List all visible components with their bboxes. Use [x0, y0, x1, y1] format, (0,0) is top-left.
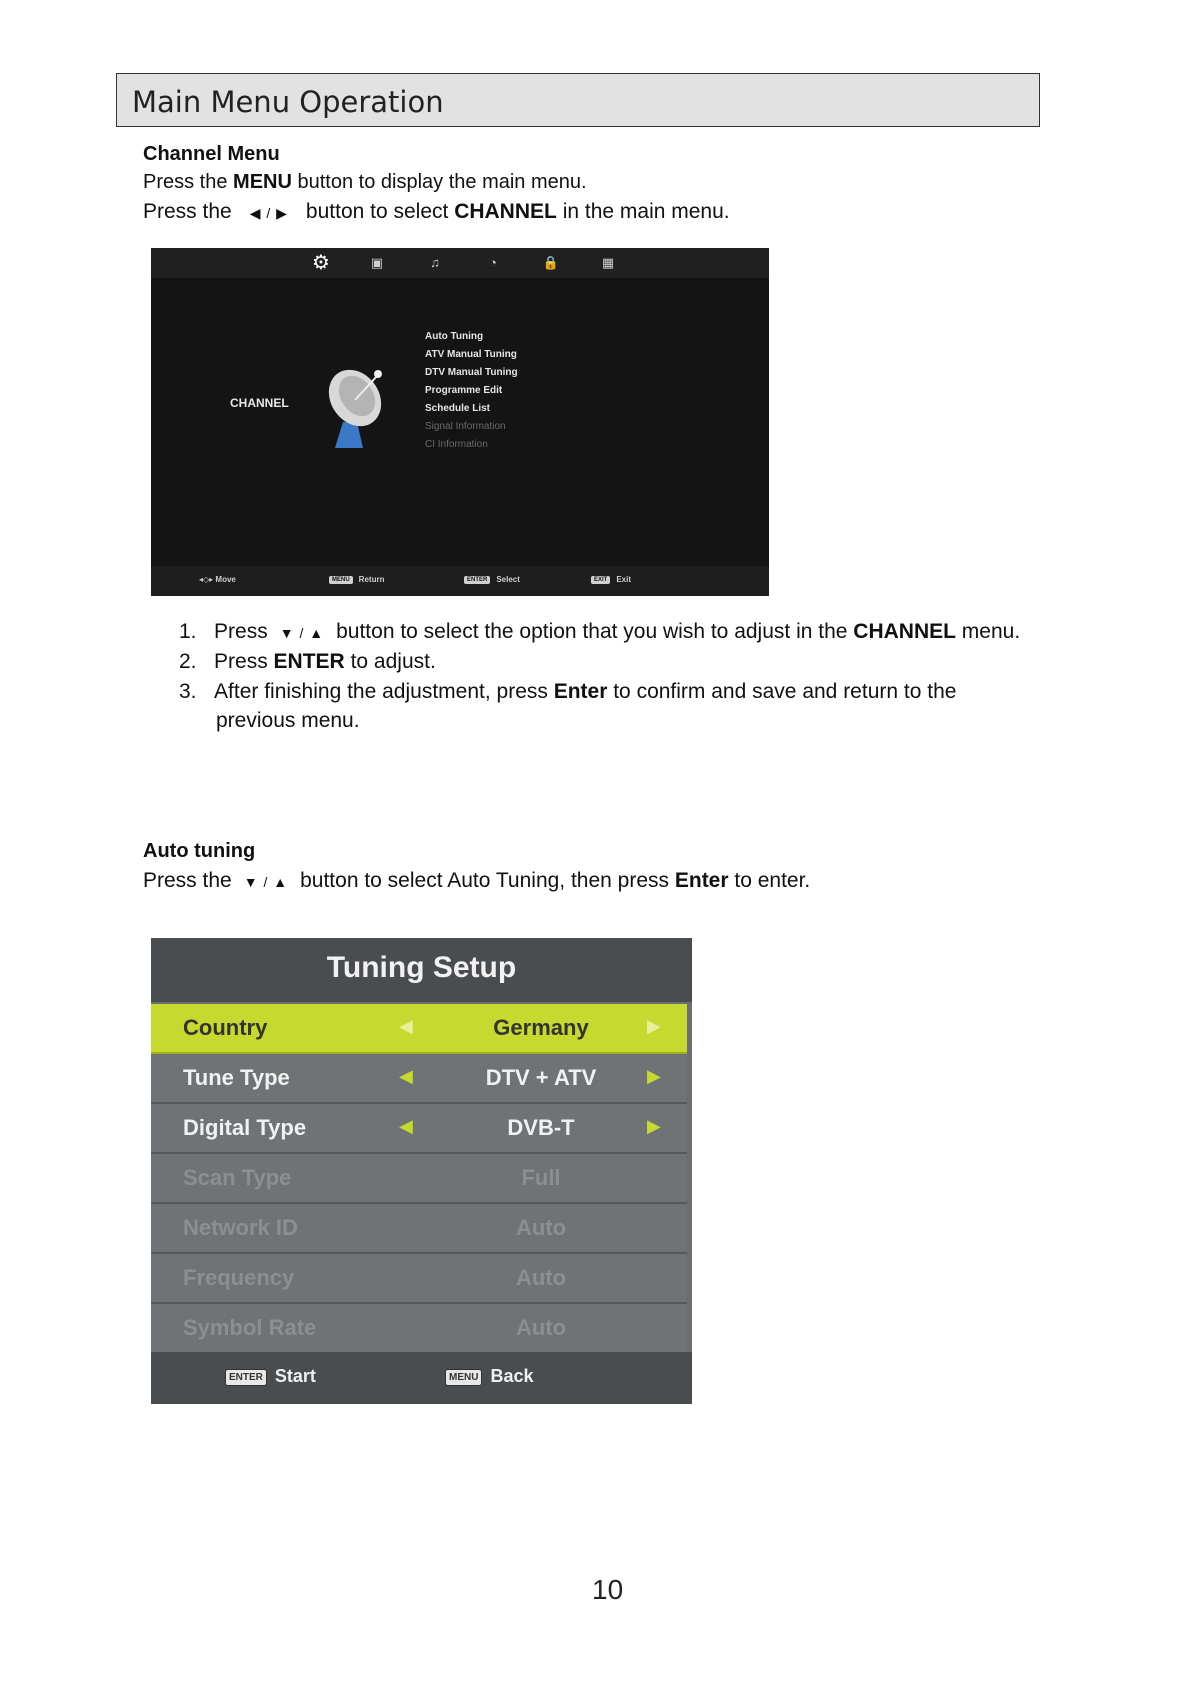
- auto-line-mid: button to select Auto Tuning, then press: [300, 869, 675, 892]
- hint-select: [464, 575, 520, 584]
- channel-line-2-pre: Press the: [143, 200, 232, 223]
- enter-key-icon: ENTER: [464, 576, 490, 584]
- down-up-arrows-icon: ▼ / ▲: [243, 874, 289, 890]
- menu-key-icon: MENU: [445, 1369, 482, 1386]
- row-tune-type[interactable]: [151, 1054, 687, 1104]
- section-header: [116, 73, 1040, 127]
- menu-item-auto-tuning[interactable]: Auto Tuning: [425, 331, 484, 342]
- move-icon: ◂◇▸: [199, 575, 214, 584]
- step-2-number: 2.: [179, 650, 197, 673]
- settings-gear-icon[interactable]: ⚙: [312, 252, 330, 274]
- back-hint[interactable]: [445, 1366, 533, 1387]
- hint-exit: [591, 575, 631, 584]
- setup-grid-icon[interactable]: ▦: [601, 255, 615, 270]
- picture-icon[interactable]: ▣: [370, 255, 384, 270]
- auto-line-post: to enter.: [728, 869, 811, 892]
- step-1-mid: button to select the option that you wish to adjust in the: [336, 620, 854, 643]
- row-value: Full: [521, 1165, 561, 1190]
- row-network-id: [151, 1204, 687, 1254]
- step-1-bold: CHANNEL: [853, 620, 956, 643]
- start-hint[interactable]: [225, 1366, 316, 1387]
- menu-item-ci-information: CI Information: [425, 439, 488, 450]
- left-arrow-icon[interactable]: ◀: [399, 1016, 413, 1036]
- row-symbol-rate: [151, 1304, 687, 1354]
- tuning-setup-title: Tuning Setup: [151, 938, 692, 1002]
- step-2: [179, 650, 436, 674]
- hint-move: [199, 575, 236, 584]
- row-label: Digital Type: [183, 1115, 307, 1140]
- hint-exit-label: Exit: [616, 575, 632, 584]
- exit-key-icon: EXIT: [591, 576, 610, 584]
- down-up-arrows-icon: ▼ / ▲: [279, 625, 325, 641]
- menu-item-signal-information: Signal Information: [425, 421, 506, 432]
- menu-item-schedule-list[interactable]: Schedule List: [425, 403, 491, 414]
- lock-icon[interactable]: 🔒: [542, 255, 560, 270]
- step-1-number: 1.: [179, 620, 197, 643]
- channel-line-2-post: in the main menu.: [556, 200, 730, 223]
- left-right-arrows-icon: ◀ / ▶: [249, 205, 288, 221]
- hint-select-label: Select: [496, 575, 520, 584]
- right-arrow-icon[interactable]: ▶: [647, 1116, 661, 1136]
- start-label: Start: [274, 1366, 316, 1386]
- step-2-pre: Press: [214, 650, 274, 673]
- row-value: DVB-T: [507, 1115, 575, 1140]
- row-scan-type: [151, 1154, 687, 1204]
- channel-menu-screen: [151, 248, 769, 596]
- step-3-post: to confirm and save and return to the: [607, 680, 957, 703]
- satellite-dish-icon: [323, 360, 393, 450]
- row-value: DTV + ATV: [485, 1065, 597, 1090]
- row-value: Auto: [515, 1265, 567, 1290]
- step-3: [179, 680, 956, 704]
- top-icon-bar: [151, 248, 769, 278]
- row-value: Auto: [515, 1215, 567, 1240]
- auto-line-pre: Press the: [143, 869, 232, 892]
- channel-options-list: [425, 328, 518, 454]
- row-frequency: [151, 1254, 687, 1304]
- time-icon[interactable]: ◔: [489, 255, 497, 270]
- channel-line-1: [143, 171, 587, 194]
- step-3-number: 3.: [179, 680, 197, 703]
- auto-tuning-heading: Auto tuning: [143, 840, 256, 862]
- channel-menu-heading: Channel Menu: [143, 143, 280, 165]
- left-arrow-icon[interactable]: ◀: [399, 1116, 413, 1136]
- channel-line-2-mid: button to select: [305, 200, 455, 223]
- step-1: [179, 620, 1020, 644]
- hint-return: [329, 575, 384, 584]
- row-label: Frequency: [183, 1265, 295, 1290]
- row-label: Tune Type: [183, 1065, 290, 1090]
- row-digital-type[interactable]: [151, 1104, 687, 1154]
- section-title: Main Menu Operation: [132, 85, 444, 119]
- step-3-bold: Enter: [553, 680, 608, 703]
- tuning-setup-screen: [151, 938, 692, 1404]
- step-1-pre: Press: [214, 620, 268, 643]
- channel-line-2-bold: CHANNEL: [454, 200, 557, 223]
- left-arrow-icon[interactable]: ◀: [399, 1066, 413, 1086]
- row-country[interactable]: [151, 1004, 687, 1054]
- hint-bar: [151, 566, 769, 596]
- channel-line-1-bold: MENU: [233, 171, 292, 193]
- menu-item-dtv-manual-tuning[interactable]: DTV Manual Tuning: [425, 367, 518, 378]
- row-value: Auto: [515, 1315, 567, 1340]
- row-value: Germany: [493, 1015, 589, 1040]
- step-3-pre: After finishing the adjustment, press: [214, 680, 554, 703]
- step-2-post: to adjust.: [344, 650, 436, 673]
- sound-icon[interactable]: ♫: [430, 255, 440, 270]
- hint-move-label: Move: [215, 575, 236, 584]
- channel-line-1-post: button to display the main menu.: [291, 171, 587, 193]
- enter-key-icon: ENTER: [225, 1369, 267, 1386]
- step-1-post: menu.: [955, 620, 1021, 643]
- menu-item-programme-edit[interactable]: Programme Edit: [425, 385, 503, 396]
- right-arrow-icon[interactable]: ▶: [647, 1016, 661, 1036]
- right-arrow-icon[interactable]: ▶: [647, 1066, 661, 1086]
- auto-tuning-line: [143, 869, 810, 893]
- channel-label: CHANNEL: [230, 396, 289, 410]
- back-label: Back: [490, 1366, 534, 1386]
- tuning-footer: [151, 1352, 692, 1404]
- row-label: Scan Type: [183, 1165, 292, 1190]
- menu-item-atv-manual-tuning[interactable]: ATV Manual Tuning: [425, 349, 517, 360]
- page-number: 10: [592, 1574, 624, 1605]
- channel-line-2: [143, 200, 730, 224]
- row-label: Network ID: [183, 1215, 298, 1240]
- hint-return-label: Return: [358, 575, 385, 584]
- channel-line-1-pre: Press the: [143, 171, 234, 193]
- menu-key-icon: MENU: [329, 576, 353, 584]
- auto-line-bold: Enter: [674, 869, 729, 892]
- row-label: Country: [183, 1015, 268, 1040]
- step-3-continuation: previous menu.: [216, 709, 360, 732]
- row-label: Symbol Rate: [183, 1315, 317, 1340]
- step-2-bold: ENTER: [273, 650, 345, 673]
